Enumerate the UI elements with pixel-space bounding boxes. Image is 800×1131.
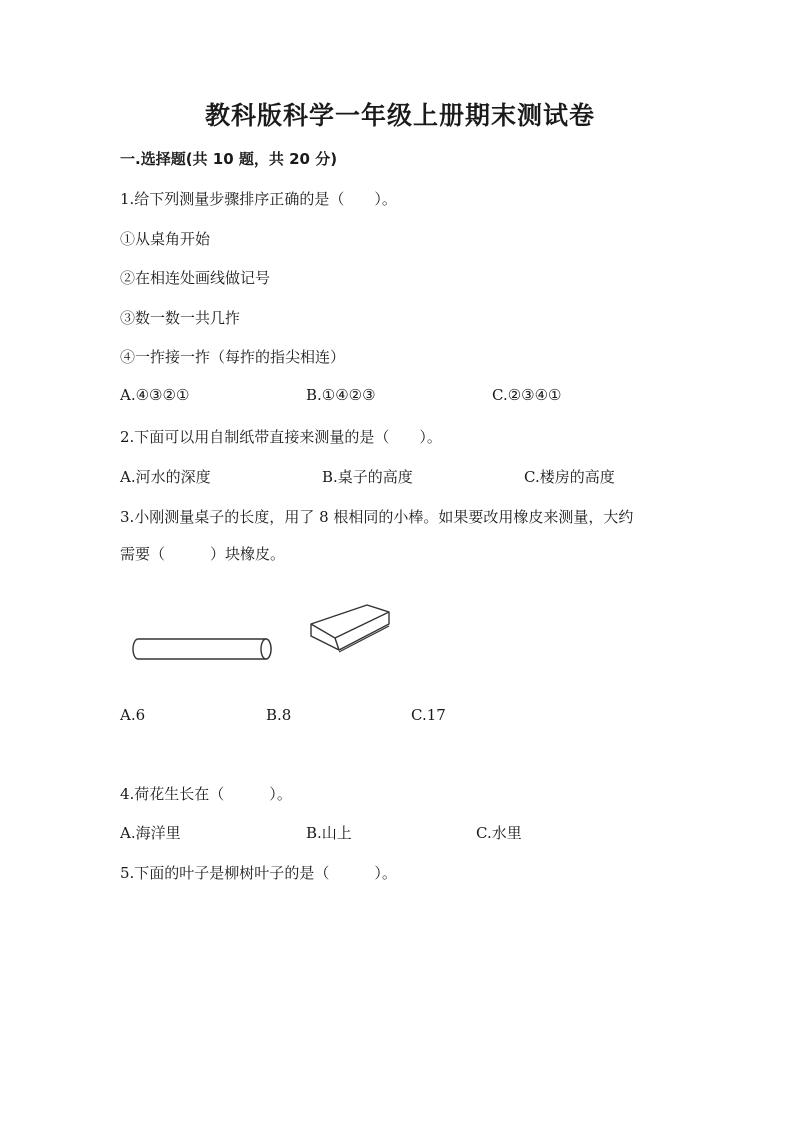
question-3-option-a: A.6 — [120, 706, 146, 724]
question-4-stem: 4.荷花生长在（ ）。 — [120, 785, 292, 803]
question-3-stem-line-1: 3.小刚测量桌子的长度，用了 8 根相同的小棒。如果要改用橡皮来测量，大约 — [120, 508, 634, 526]
question-3-stem-line-2: 需要（ ）块橡皮。 — [120, 545, 286, 563]
question-1-option-a: A.④③②① — [120, 386, 190, 404]
question-2-option-a: A.河水的深度 — [120, 468, 211, 486]
question-2-option-b: B.桌子的高度 — [322, 468, 413, 486]
question-2-stem: 2.下面可以用自制纸带直接来测量的是（ ）。 — [120, 428, 442, 446]
question-4-option-c: C.水里 — [476, 824, 522, 842]
question-1-stem: 1.给下列测量步骤排序正确的是（ ）。 — [120, 190, 397, 208]
page-title: 教科版科学一年级上册期末测试卷 — [204, 101, 595, 130]
question-1-step-3: ③数一数一共几拃 — [120, 309, 241, 327]
question-1-option-b: B.①④②③ — [306, 386, 376, 404]
question-1-step-4: ④一拃接一拃（每拃的指尖相连） — [120, 348, 346, 366]
question-3-option-b: B.8 — [266, 706, 292, 724]
eraser-illustration — [305, 598, 397, 660]
question-1-step-1: ①从桌角开始 — [120, 230, 211, 248]
question-4-option-a: A.海洋里 — [120, 824, 181, 842]
question-1-step-2: ②在相连处画线做记号 — [120, 269, 271, 287]
question-4-option-b: B.山上 — [306, 824, 352, 842]
question-3-option-c: C.17 — [411, 706, 446, 724]
question-5-stem: 5.下面的叶子是柳树叶子的是（ ）。 — [120, 864, 397, 882]
stick-illustration — [128, 634, 278, 664]
section-heading: 一.选择题(共 10 题，共 20 分) — [120, 150, 338, 168]
question-2-option-c: C.楼房的高度 — [524, 468, 615, 486]
question-1-option-c: C.②③④① — [492, 386, 562, 404]
